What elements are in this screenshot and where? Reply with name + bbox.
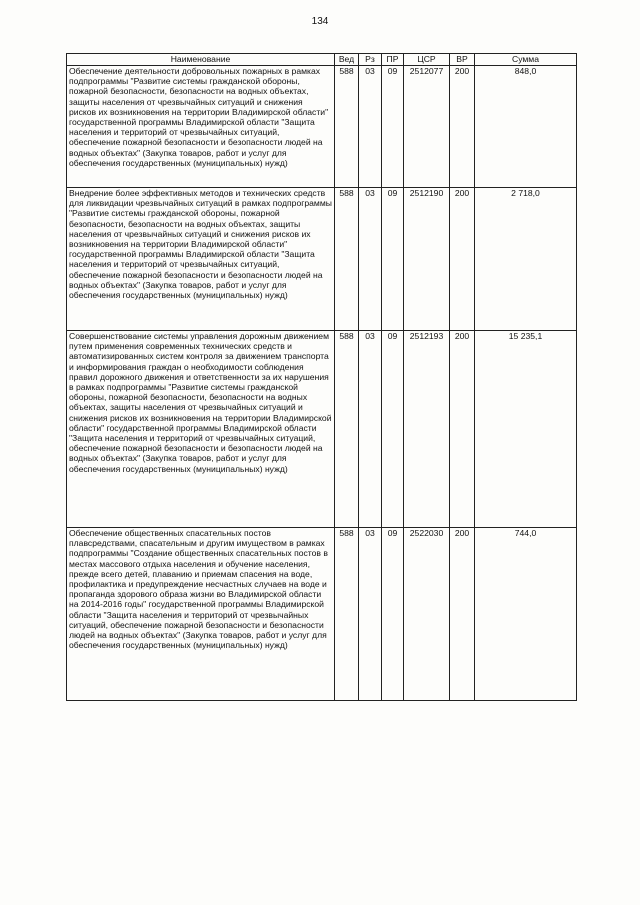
cell-name: Совершенствование системы управления дорожным движением путем применения современных технических средств и автоматизированных систем контроля за движением транспорта и информирования граждан о необходимости соблюдения правил дорожного движения и ответственности за их нарушения в рамках подпрограммы "Развитие системы гражданской обороны, пожарной безопасности, безопасности на водных объектах, защиты населения от чрезвычайных ситуаций и снижения рисков их возникновения на территории Владимирской области" государственной программы Владимирской области "Защита населения и территорий от чрезвычайных ситуаций, обеспечение пожарной безопасности и безопасности людей на водных объектах" (Закупка товаров, работ и услуг для обеспечения государственных (муниципальных) нужд) — [67, 331, 335, 528]
budget-table — [66, 53, 577, 701]
cell-sum: 744,0 — [475, 528, 577, 701]
cell-csr: 2512190 — [404, 188, 450, 331]
header-ved: Вед — [335, 54, 359, 66]
cell-vr: 200 — [450, 331, 475, 528]
cell-csr: 2512077 — [404, 66, 450, 188]
table-row — [67, 66, 577, 188]
cell-ved: 588 — [335, 66, 359, 188]
cell-ved: 588 — [335, 528, 359, 701]
cell-name: Внедрение более эффективных методов и технических средств для ликвидации чрезвычайных ситуаций в рамках подпрограммы "Развитие системы гражданской обороны, пожарной безопасности, безопасности на водных объектах, защиты населения от чрезвычайных ситуаций и снижения рисков их возникновения на территории Владимирской области" государственной программы Владимирской области "Защита населения и территорий от чрезвычайных ситуаций, обеспечение пожарной безопасности и безопасности людей на водных объектах" (Закупка товаров, работ и услуг для обеспечения государственных (муниципальных) нужд) — [67, 188, 335, 331]
cell-rz: 03 — [359, 188, 382, 331]
cell-rz: 03 — [359, 528, 382, 701]
cell-sum: 15 235,1 — [475, 331, 577, 528]
header-csr: ЦСР — [404, 54, 450, 66]
table-row — [67, 528, 577, 701]
cell-pr: 09 — [382, 66, 404, 188]
cell-sum: 2 718,0 — [475, 188, 577, 331]
cell-name: Обеспечение общественных спасательных постов плавсредствами, спасательным и другим имуществом в рамках подпрограммы "Создание общественных спасательных постов в местах массового отдыха населения и обучение населения, прежде всего детей, плаванию и приемам спасения на воде, профилактика и предупреждение несчастных случаев на воде и пропаганда здорового образа жизни во Владимирской области на 2014-2016 годы" государственной программы Владимирской области "Защита населения и территорий от чрезвычайных ситуаций, обеспечение пожарной безопасности и безопасности людей на водных объектах" (Закупка товаров, работ и услуг для обеспечения государственных (муниципальных) нужд) — [67, 528, 335, 701]
cell-name: Обеспечение деятельности добровольных пожарных в рамках подпрограммы "Развитие системы гражданской обороны, пожарной безопасности, безопасности на водных объектах, защиты населения от чрезвычайных ситуаций и снижения рисков их возникновения на территории Владимирской области" государственной программы Владимирской области "Защита населения и территорий от чрезвычайных ситуаций, обеспечение пожарной безопасности и безопасности людей на водных объектах" (Закупка товаров, работ и услуг для обеспечения государственных (муниципальных) нужд) — [67, 66, 335, 188]
cell-pr: 09 — [382, 188, 404, 331]
table-row — [67, 331, 577, 528]
cell-rz: 03 — [359, 66, 382, 188]
cell-vr: 200 — [450, 66, 475, 188]
cell-ved: 588 — [335, 331, 359, 528]
cell-vr: 200 — [450, 188, 475, 331]
table-row — [67, 188, 577, 331]
cell-pr: 09 — [382, 331, 404, 528]
cell-csr: 2522030 — [404, 528, 450, 701]
header-name: Наименование — [67, 54, 335, 66]
cell-csr: 2512193 — [404, 331, 450, 528]
cell-rz: 03 — [359, 331, 382, 528]
page-number: 134 — [311, 16, 329, 27]
header-sum: Сумма — [475, 54, 577, 66]
cell-sum: 848,0 — [475, 66, 577, 188]
cell-pr: 09 — [382, 528, 404, 701]
table-header-row — [67, 54, 577, 66]
header-vr: ВР — [450, 54, 475, 66]
header-rz: Рз — [359, 54, 382, 66]
cell-vr: 200 — [450, 528, 475, 701]
header-pr: ПР — [382, 54, 404, 66]
cell-ved: 588 — [335, 188, 359, 331]
